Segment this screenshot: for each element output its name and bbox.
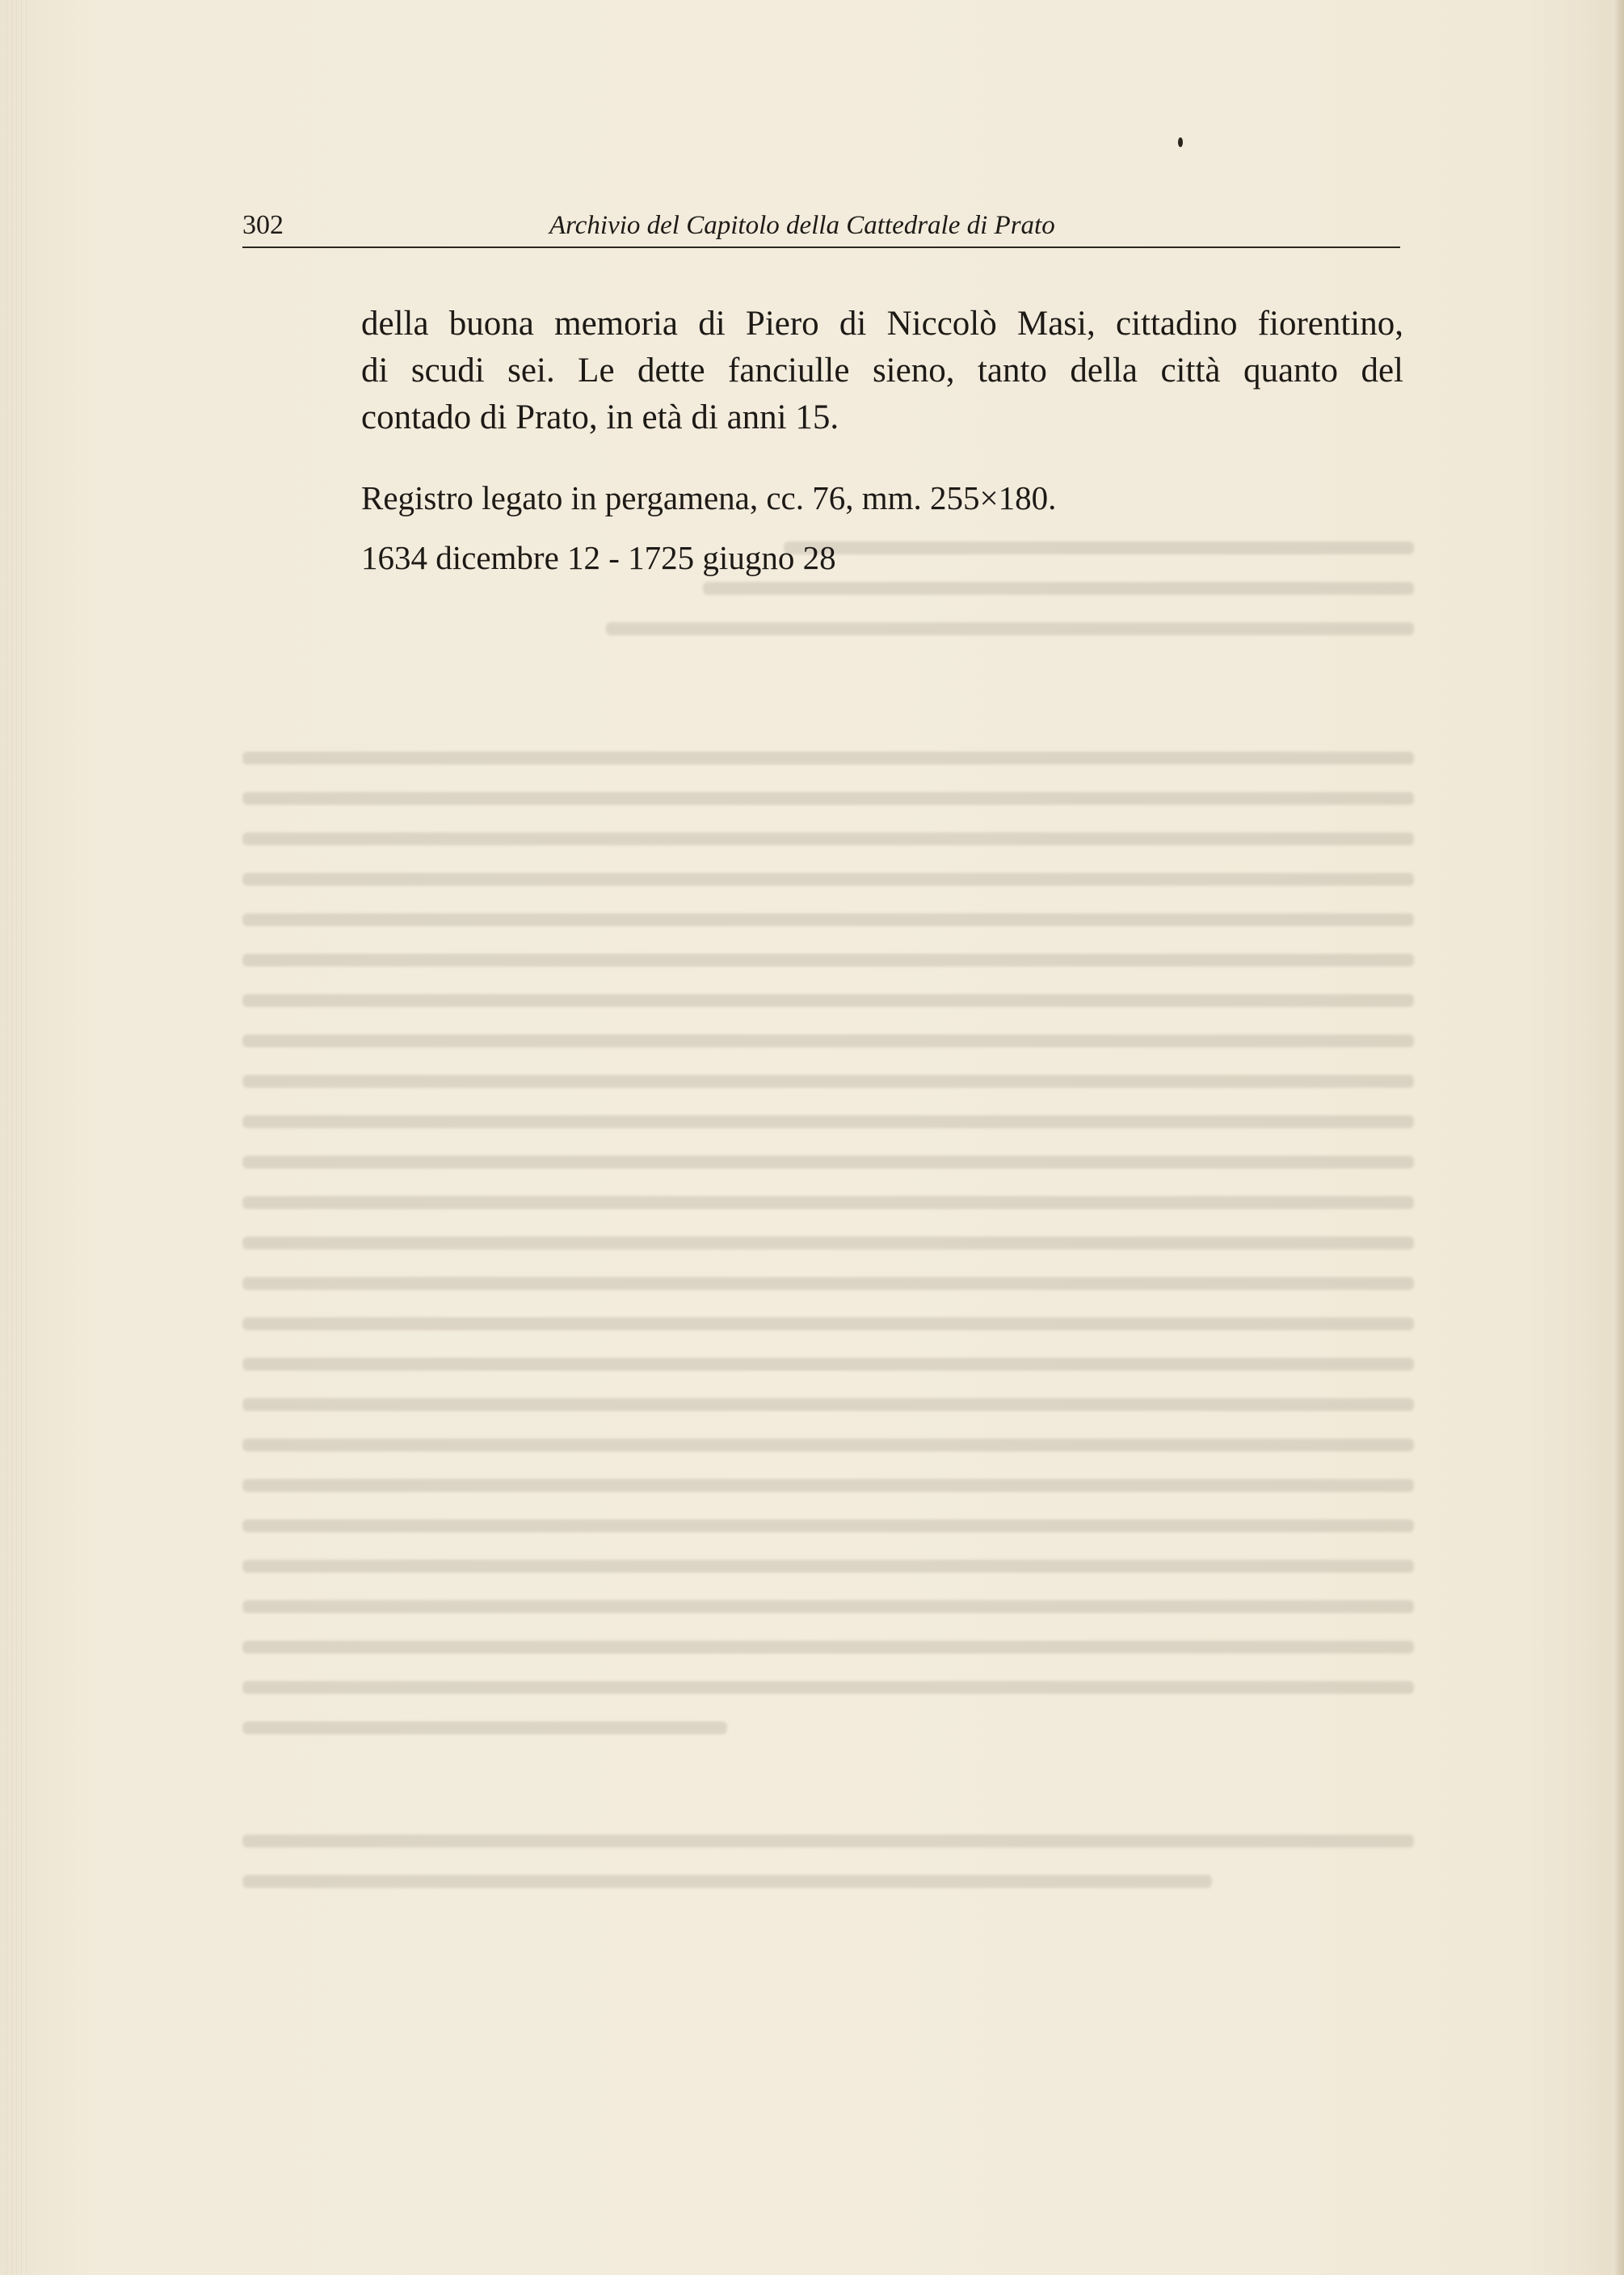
page-gutter-texture xyxy=(6,0,31,2275)
paragraph-line: di scudi sei. Le dette fanciulle sieno, tanto della città quanto del xyxy=(361,352,1403,390)
header-rule xyxy=(242,246,1400,248)
date-range: 1634 dicembre 12 - 1725 giugno 28 xyxy=(361,539,836,576)
page-right-edge xyxy=(1613,0,1624,2275)
running-title: Archivio del Capitolo della Cattedrale di Prato xyxy=(549,211,1055,240)
running-head xyxy=(242,205,1400,246)
register-description: Registro legato in pergamena, cc. 76, mm. 255×180. xyxy=(361,479,1057,516)
paragraph-line: contado di Prato, in età di anni 15. xyxy=(361,398,839,436)
body-paragraph xyxy=(361,301,1403,441)
ink-speck xyxy=(1178,137,1183,147)
page-number: 302 xyxy=(242,210,284,240)
paragraph-line: della buona memoria di Piero di Niccolò Masi, cittadino fiorentino, xyxy=(361,305,1403,343)
